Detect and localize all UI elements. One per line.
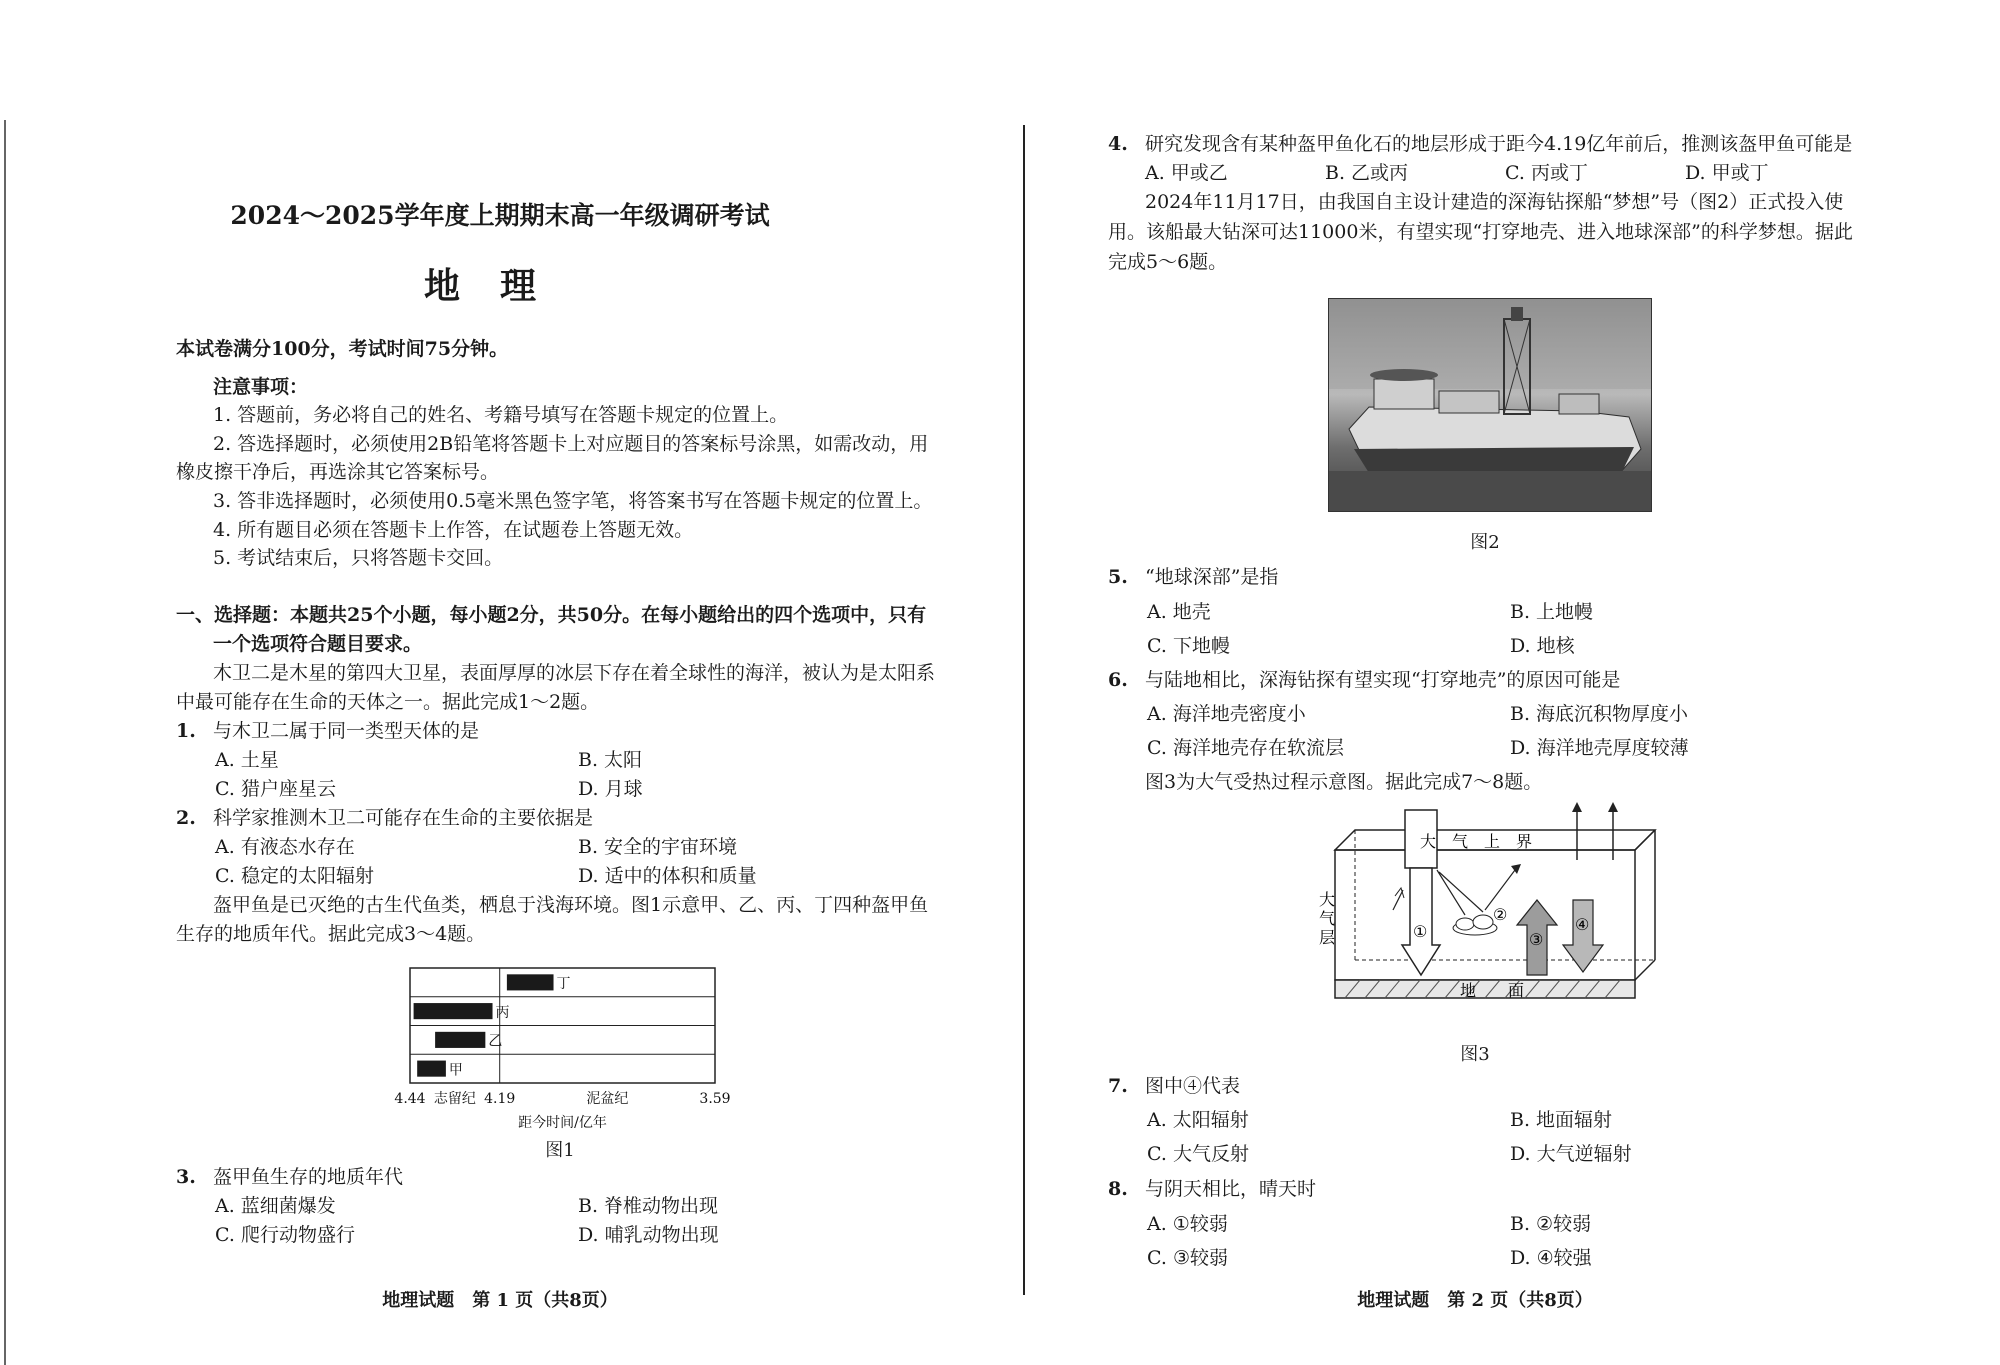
fig1-bar-2: [414, 1003, 493, 1019]
q6-option-d: D. 海洋地壳厚度较薄: [1510, 737, 1689, 759]
fig1-tick-label: 4.44: [394, 1091, 426, 1107]
subject-title: 地理: [423, 265, 576, 307]
fig1-period-label: 泥盆纪: [586, 1091, 629, 1107]
fig1-tick-label: 3.59: [699, 1091, 731, 1107]
section-heading: 一、选择题：本题共25个小题，每小题2分，共50分。在每小题给出的四个选项中，只有: [176, 604, 927, 626]
intro-text: 本试卷满分100分，考试时间75分钟。: [176, 338, 509, 360]
q4-option-a: A. 甲或乙: [1145, 162, 1228, 184]
q7-stem: 图中④代表: [1145, 1075, 1241, 1097]
q3-option-a: A. 蓝细菌爆发: [215, 1195, 336, 1217]
q4-option-d: D. 甲或丁: [1685, 162, 1769, 184]
q7-option-c: C. 大气反射: [1147, 1143, 1249, 1165]
q7-option-b: B. 地面辐射: [1510, 1109, 1613, 1131]
q8-number: 8.: [1108, 1178, 1128, 1200]
q5-option-d: D. 地核: [1510, 635, 1575, 657]
fig3-label-2: ②: [1493, 905, 1508, 924]
fig1-x-axis-label: 距今时间/亿年: [518, 1115, 607, 1131]
fig1-bar-label: 丙: [495, 1004, 510, 1021]
q2-stem: 科学家推测木卫二可能存在生命的主要依据是: [213, 807, 594, 829]
q6-option-b: B. 海底沉积物厚度小: [1510, 703, 1689, 725]
fig3-label-4: ④: [1575, 915, 1590, 934]
q7-option-a: A. 太阳辐射: [1147, 1109, 1249, 1131]
fig3-side-label-3: 层: [1319, 928, 1336, 947]
q5-option-c: C. 下地幔: [1147, 635, 1230, 657]
notes-heading: 注意事项：: [213, 376, 309, 398]
fig1-caption: 图1: [545, 1140, 575, 1161]
fig3-ground-label: 地 面: [1460, 981, 1525, 1000]
q1-option-a: A. 土星: [215, 749, 279, 771]
q7-number: 7.: [1108, 1075, 1128, 1097]
q2-option-b: B. 安全的宇宙环境: [578, 836, 738, 858]
page-1-footer: 地理试题 第 1 页（共8页）: [382, 1290, 618, 1311]
fig1-bar-label: 甲: [448, 1062, 463, 1079]
section-heading-cont: 一个选项符合题目要求。: [213, 633, 423, 655]
q2-option-d: D. 适中的体积和质量: [578, 865, 757, 887]
fig3-label-1: ①: [1413, 922, 1428, 941]
fig3-heating-diagram: [1315, 800, 1695, 1040]
q4-number: 4.: [1108, 133, 1128, 155]
q6-option-c: C. 海洋地壳存在软流层: [1147, 737, 1344, 759]
fig2-ship-photo: [1328, 298, 1652, 512]
passage-4: 图3为大气受热过程示意图。据此完成7～8题。: [1145, 771, 1543, 793]
q8-option-c: C. ③较弱: [1147, 1247, 1228, 1269]
note-1: 1. 答题前，务必将自己的姓名、考籍号填写在答题卡规定的位置上。: [213, 404, 789, 426]
q6-stem: 与陆地相比，深海钻探有望实现“打穿地壳”的原因可能是: [1145, 669, 1621, 691]
q7-option-d: D. 大气逆辐射: [1510, 1143, 1632, 1165]
page-2: [1025, 0, 2000, 1365]
q1-option-c: C. 猎户座星云: [215, 778, 336, 800]
q8-option-d: D. ④较强: [1510, 1247, 1592, 1269]
q5-option-a: A. 地壳: [1147, 601, 1211, 623]
fig1-bar-label: 丁: [556, 976, 571, 993]
fig1-tick-label: 4.19: [484, 1091, 516, 1107]
q3-option-b: B. 脊椎动物出现: [578, 1195, 719, 1217]
q6-option-a: A. 海洋地壳密度小: [1147, 703, 1306, 725]
passage-1: 木卫二是木星的第四大卫星，表面厚厚的冰层下存在着全球性的海洋，被认为是太阳系: [213, 662, 936, 684]
q2-option-a: A. 有液态水存在: [215, 836, 355, 858]
fig1-bar-3: [435, 1032, 485, 1048]
q5-option-b: B. 上地幔: [1510, 601, 1594, 623]
q3-option-c: C. 爬行动物盛行: [215, 1224, 355, 1246]
passage-3-cont: 用。该船最大钻深可达11000米，有望实现“打穿地壳、进入地球深部”的科学梦想。据此: [1108, 221, 1853, 243]
q4-option-b: B. 乙或丙: [1325, 162, 1409, 184]
passage-1-cont: 中最可能存在生命的天体之一。据此完成1～2题。: [176, 691, 600, 713]
note-5: 5. 考试结束后，只将答题卡交回。: [213, 547, 504, 569]
note-2: 2. 答选择题时，必须使用2B铅笔将答题卡上对应题目的答案标号涂黑，如需改动，用: [213, 433, 929, 455]
passage-2-cont: 生存的地质年代。据此完成3～4题。: [176, 923, 486, 945]
q3-stem: 盔甲鱼生存的地质年代: [213, 1166, 404, 1188]
q5-number: 5.: [1108, 566, 1128, 588]
q1-stem: 与木卫二属于同一类型天体的是: [213, 720, 480, 742]
passage-3: 2024年11月17日，由我国自主设计建造的深海钻探船“梦想”号（图2）正式投入使: [1145, 191, 1844, 213]
fig3-caption: 图3: [1460, 1044, 1490, 1065]
q4-stem: 研究发现含有某种盔甲鱼化石的地层形成于距今4.19亿年前后，推测该盔甲鱼可能是: [1145, 133, 1853, 155]
q2-option-c: C. 稳定的太阳辐射: [215, 865, 374, 887]
fig3-side-label-1: 大: [1319, 890, 1336, 909]
q1-option-b: B. 太阳: [578, 749, 643, 771]
fig1-period-label: 志留纪: [433, 1091, 476, 1107]
passage-2: 盔甲鱼是已灭绝的古生代鱼类，栖息于浅海环境。图1示意甲、乙、丙、丁四种盔甲鱼: [213, 894, 929, 916]
q3-option-d: D. 哺乳动物出现: [578, 1224, 719, 1246]
q1-option-d: D. 月球: [578, 778, 643, 800]
note-3: 3. 答非选择题时，必须使用0.5毫米黑色签字笔，将答案书写在答题卡规定的位置上。: [213, 490, 933, 512]
page-2-footer: 地理试题 第 2 页（共8页）: [1357, 1290, 1593, 1311]
q2-number: 2.: [176, 807, 196, 829]
note-4: 4. 所有题目必须在答题卡上作答，在试题卷上答题无效。: [213, 519, 694, 541]
fig2-caption: 图2: [1470, 532, 1500, 553]
q3-number: 3.: [176, 1166, 196, 1188]
fig3-label-3: ③: [1529, 930, 1544, 949]
q5-stem: “地球深部”是指: [1145, 566, 1279, 588]
q8-stem: 与阴天相比，晴天时: [1145, 1178, 1317, 1200]
q8-option-b: B. ②较弱: [1510, 1213, 1592, 1235]
q4-option-c: C. 丙或丁: [1505, 162, 1588, 184]
passage-3-end: 完成5～6题。: [1108, 251, 1228, 273]
q8-option-a: A. ①较弱: [1147, 1213, 1228, 1235]
fig3-side-label-2: 气: [1319, 909, 1336, 928]
note-2-cont: 橡皮擦干净后，再选涂其它答案标号。: [176, 461, 500, 483]
fig3-top-label: 大 气 上 界: [1420, 832, 1533, 851]
fig1-bar-1: [507, 974, 554, 990]
fig1-bar-label: 乙: [488, 1033, 503, 1050]
fig1-chart: [380, 958, 740, 1133]
q1-number: 1.: [176, 720, 196, 742]
exam-title: 2024～2025学年度上期期末高一年级调研考试: [230, 201, 770, 230]
fig1-bar-4: [417, 1061, 446, 1077]
q6-number: 6.: [1108, 669, 1128, 691]
